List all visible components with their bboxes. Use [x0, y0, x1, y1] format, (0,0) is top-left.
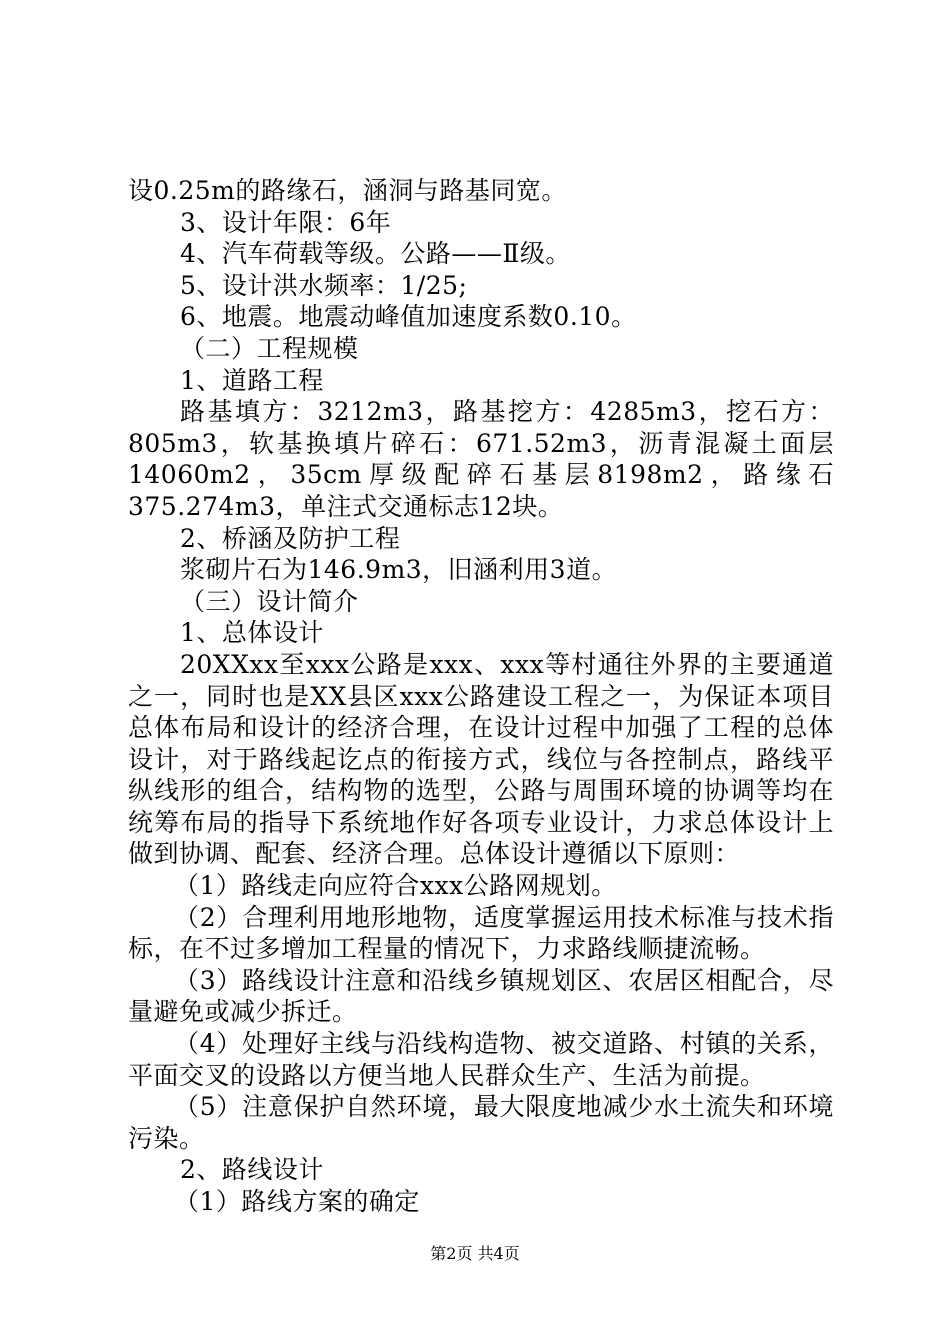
paragraph-earthquake: 6、地震。地震动峰值加速度系数0.10。 [180, 302, 637, 332]
subheading-route-scheme: （1）路线方案的确定 [174, 1187, 420, 1216]
paragraph-overall-design: 20XXxx至xxx公路是xxx、xxx等村通往外界的主要通道之一，同时也是XX县区xxx公路建设工程之一，为保证本项目总体布局和设计的经济合理，在设计过程中加强了工程的总体设计，对于路线起讫点的衔接方式，线位与各控制点，路线平纵线形的组合，结构物的选型，公路与周围环境的协调等均在统筹布局的指导下系统地作好各项专业设计，力求总体设计上做到协调、配套、经济合理。总体设计遵循以下原则： [128, 649, 834, 869]
subheading-overall-design: 1、总体设计 [180, 618, 324, 648]
paragraph-load-grade: 4、汽车荷载等级。公路——Ⅱ级。 [180, 239, 571, 269]
principle-2: （2）合理利用地形地物，适度掌握运用技术标准与技术指标，在不过多增加工程量的情况下，力求路线顺捷流畅。 [128, 902, 834, 964]
subheading-bridge-culvert: 2、桥涵及防护工程 [180, 523, 401, 553]
section-heading-design-intro: （三）设计简介 [180, 586, 359, 616]
paragraph-continuation: 设0.25m的路缘石，涵洞与路基同宽。 [128, 176, 567, 205]
section-heading-scale: （二）工程规模 [180, 333, 359, 363]
principle-5: （5）注意保护自然环境，最大限度地减少水土流失和环境污染。 [128, 1092, 834, 1153]
principle-3: （3）路线设计注意和沿线乡镇规划区、农居区相配合，尽量避免或减少拆迁。 [128, 965, 834, 1027]
principle-4: （4）处理好主线与沿线构造物、被交道路、村镇的关系，平面交叉的设路以方便当地人民群众生产、生活为前提。 [128, 1029, 834, 1090]
principle-1: （1）路线走向应符合xxx公路网规划。 [174, 871, 617, 901]
paragraph-flood-frequency: 5、设计洪水频率：1/25; [180, 270, 468, 300]
subheading-route-design: 2、路线设计 [180, 1155, 324, 1185]
paragraph-road-quantities: 路基填方：3212m3，路基挖方：4285m3，挖石方：805m3，软基换填片碎石：671.52m3，沥青混凝土面层14060m2，35cm厚级配碎石基层8198m2，路缘石375.274m3，单注式交通标志12块。 [128, 397, 834, 521]
page-number-footer: 第2页 共4页 [430, 1244, 520, 1263]
document-body [128, 175, 834, 1218]
subheading-road-works: 1、道路工程 [180, 365, 324, 395]
paragraph-design-life: 3、设计年限：6年 [180, 207, 392, 237]
paragraph-masonry: 浆砌片石为146.9m3，旧涵利用3道。 [180, 555, 618, 585]
